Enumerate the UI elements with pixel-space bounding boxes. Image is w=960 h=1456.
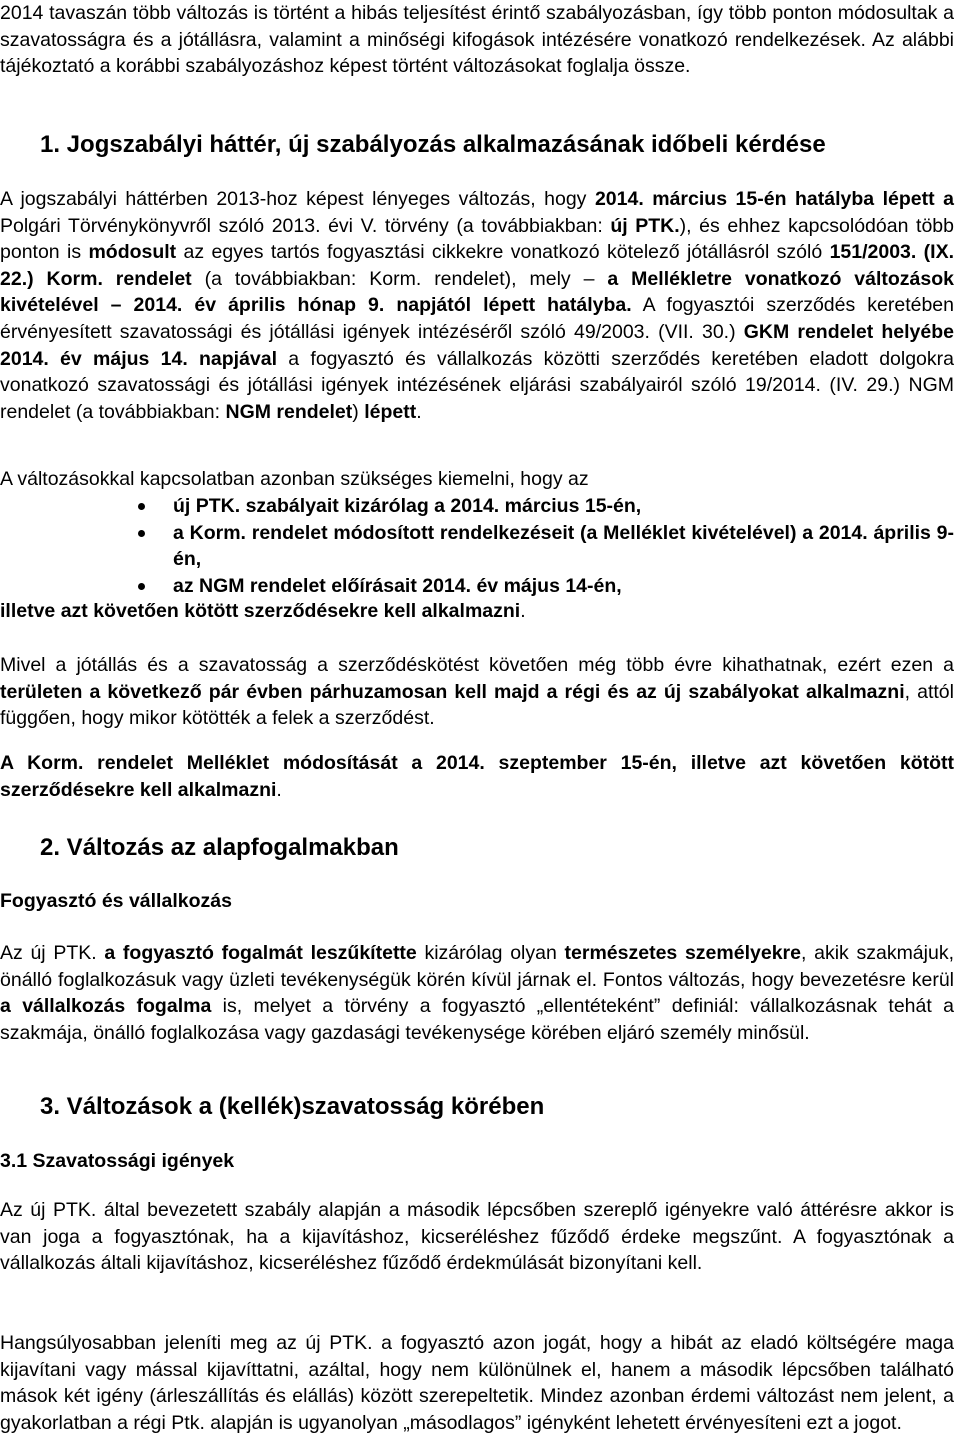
text-run: is, melyet a törvény a fogyasztó „ellentéteként” definiál: vállalkozásnak tehát a szakmája, önálló foglalkozása vagy gazdasági tevékenysége körében eljáró személy minősül. bbox=[0, 995, 954, 1044]
bold-run: a vállalkozás fogalma bbox=[0, 995, 212, 1018]
list-item bbox=[0, 520, 954, 573]
section2-heading: 2. Változás az alapfogalmakban bbox=[40, 834, 399, 861]
text-run: kizárólag olyan bbox=[416, 942, 565, 964]
text-run: Mivel a jótállás és a szavatosság a szerződéskötést követően még több évre kihathatnak, ezért ezen a bbox=[0, 654, 954, 676]
text-run: , attól függően, hogy mikor kötötték a felek a szerződést. bbox=[0, 680, 954, 730]
bold-run: 2014. március 15-én hatályba lépett a bbox=[594, 188, 954, 210]
text-run: . bbox=[416, 400, 422, 423]
bold-run: módosult bbox=[88, 241, 177, 264]
bullet-icon bbox=[138, 503, 145, 510]
section3-paragraph-2: Hangsúlyosabban jeleníti meg az új PTK. a fogyasztó azon jogát, hogy a hibát az eladó költségére maga kijavítani vagy mással kijavíttatni, azáltal, hogy nem különülnek el, hanem a második lépcsőben található mások két igény (árleszállítás és elállás) között szerepeltetik. Mindez azonban érdemi változást nem jelent, a gyakorlatban a régi Ptk. alapján is ugyanolyan „másodlagos” igényként lehetett érvényesíteni ezt a jogot. bbox=[0, 1332, 954, 1434]
bold-run: a Mellékletre vonatkozó változások kivételével – 2014. év április hónap 9. napjától lépett hatályba. bbox=[0, 267, 954, 317]
text-run: ), és ehhez kapcsolódóan több ponton is bbox=[0, 214, 954, 264]
bullet-icon bbox=[138, 583, 145, 590]
bold-run: A Korm. rendelet Melléklet módosítását a 2014. szeptember 15-én, illetve azt követően kötött szerződésekre kell alkalmazni bbox=[0, 752, 954, 801]
intro-text: 2014 tavaszán több változás is történt a hibás teljesítést érintő szabályozásban, így több ponton módosultak a szavatosságra és a jótállásra, valamint a minőségi kifogások intézésére vonatkozó rendelkezések. Az alábbi tájékoztató a korábbi szabályozáshoz képest történt változásokat foglalja össze. bbox=[0, 2, 954, 78]
intro-paragraph bbox=[0, 0, 954, 80]
bold-run: területen a következő pár évben párhuzamosan kell majd a régi és az új szabályokat alkalmazni bbox=[0, 680, 905, 703]
text-run: , akik szakmájuk, önálló foglalkozásuk vagy üzleti tevékenységük körén kívül járnak el. Fontos változás, hogy bevezetésre kerül bbox=[0, 942, 954, 991]
bold-run: természetes személyekre bbox=[564, 942, 801, 964]
list-item-text: a Korm. rendelet módosított rendelkezéseit (a Melléklet kivételével) a 2014. április 9-én, bbox=[173, 521, 954, 571]
text-run: ) bbox=[352, 400, 365, 423]
bullet-list bbox=[0, 493, 954, 599]
text-run: . bbox=[276, 778, 282, 801]
section2-subheading: Fogyasztó és vállalkozás bbox=[0, 890, 232, 912]
text-run: a fogyasztó és vállalkozás közötti szerződés keretében eladott dolgokra vonatkozó szavatossági és jótállási igények intézésének eljárási szabályairól szóló 19/2014. (IV. 29.) NGM rendelet (a továbbiakban: bbox=[0, 347, 954, 423]
bold-run: 151/2003. (IX. 22.) Korm. rendelet bbox=[0, 241, 954, 290]
text-run: az egyes tartós fogyasztási cikkekre vonatkozó kötelező jótállásról szóló bbox=[176, 241, 830, 264]
bold-run: a fogyasztó fogalmát leszűkítette bbox=[104, 942, 417, 964]
section3-paragraph-1: Az új PTK. által bevezetett szabály alapján a második lépcsőben szereplő igényekre való áttérésre akkor is van joga a fogyasztónak, ha a kijavításhoz, kicseréléshez fűződő érdeke megszűnt. A fogyasztónak a vállalkozás általi kijavításhoz, kicseréléshez fűződő érdekmúlását bizonyítani kell. bbox=[0, 1199, 954, 1275]
text-run: Polgári Törvénykönyvről szóló 2013. évi V. törvény (a továbbiakban: bbox=[0, 214, 611, 237]
section3-subheading: 3.1 Szavatossági igények bbox=[0, 1150, 235, 1172]
section1-heading: 1. Jogszabályi háttér, új szabályozás alkalmazásának időbeli kérdése bbox=[40, 131, 826, 158]
section1-paragraph-5 bbox=[0, 750, 954, 803]
section1-paragraph-4 bbox=[0, 652, 954, 732]
list-item bbox=[0, 573, 954, 600]
bold-run: NGM rendelet bbox=[225, 400, 353, 423]
text-run: Az új PTK. bbox=[0, 942, 105, 964]
text-run: (a továbbiakban: Korm. rendelet), mely – bbox=[191, 267, 608, 290]
list-item-text: az NGM rendelet előírásait 2014. év május 14-én, bbox=[173, 574, 622, 597]
text-run: A fogyasztói szerződés keretében érvényesített szavatossági és jótállási igények intézéséről szóló 49/2003. (VII. 30.) bbox=[0, 294, 954, 343]
bold-run: új PTK. bbox=[610, 214, 680, 237]
section3-heading: 3. Változások a (kellék)szavatosság körében bbox=[40, 1093, 545, 1120]
bullet-icon bbox=[138, 530, 145, 537]
bold-run: GKM rendelet helyébe 2014. év május 14. napjával bbox=[0, 320, 954, 370]
bold-run: lépett bbox=[364, 400, 417, 423]
section1-paragraph-2: A változásokkal kapcsolatban azonban szükséges kiemelni, hogy az bbox=[0, 468, 589, 490]
text-run: . bbox=[520, 600, 526, 622]
bold-run: illetve azt követően kötött szerződésekre kell alkalmazni bbox=[0, 600, 521, 622]
list-item bbox=[0, 493, 954, 520]
section1-paragraph-3 bbox=[0, 598, 954, 625]
section2-paragraph-1 bbox=[0, 940, 954, 1046]
section1-paragraph-1 bbox=[0, 186, 954, 425]
text-run: A jogszabályi háttérben 2013-hoz képest lényeges változás, hogy bbox=[0, 188, 595, 210]
list-item-text: új PTK. szabályait kizárólag a 2014. március 15-én, bbox=[173, 495, 642, 517]
